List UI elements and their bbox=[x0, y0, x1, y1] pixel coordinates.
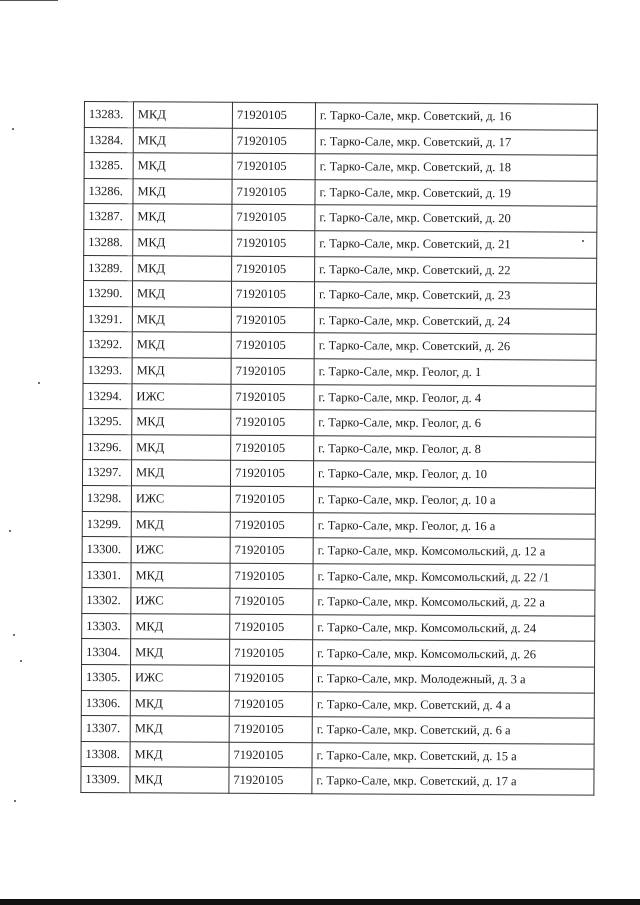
oktmo-code: 71920105 bbox=[229, 717, 312, 743]
row-number: 13295. bbox=[83, 409, 132, 435]
address: г. Тарко-Сале, мкр. Молодежный, д. 3 а bbox=[312, 666, 594, 693]
table-row bbox=[84, 204, 597, 232]
table-row bbox=[84, 178, 597, 206]
row-number: 13309. bbox=[81, 767, 130, 793]
building-type: ИЖС bbox=[131, 588, 230, 614]
address: г. Тарко-Сале, мкр. Советский, д. 20 bbox=[315, 205, 597, 232]
oktmo-code: 71920105 bbox=[232, 230, 315, 256]
building-type: МКД bbox=[132, 434, 231, 460]
address: г. Тарко-Сале, мкр. Советский, д. 21 bbox=[315, 231, 597, 258]
building-type: ИЖС bbox=[130, 665, 229, 691]
building-type: МКД bbox=[132, 307, 231, 333]
oktmo-code: 71920105 bbox=[231, 435, 314, 461]
table-row bbox=[83, 306, 596, 334]
oktmo-code: 71920105 bbox=[231, 307, 314, 333]
row-number: 13296. bbox=[83, 434, 132, 460]
building-type: МКД bbox=[132, 409, 231, 435]
building-type: МКД bbox=[131, 511, 230, 537]
row-number: 13292. bbox=[83, 332, 132, 358]
address: г. Тарко-Сале, мкр. Советский, д. 26 bbox=[314, 333, 596, 360]
row-number: 13285. bbox=[84, 153, 133, 179]
building-type: МКД bbox=[132, 358, 231, 384]
row-number: 13307. bbox=[81, 716, 130, 742]
address: г. Тарко-Сале, мкр. Советский, д. 16 bbox=[315, 103, 597, 130]
building-type: МКД bbox=[130, 716, 229, 742]
oktmo-code: 71920105 bbox=[230, 640, 313, 666]
address: г. Тарко-Сале, мкр. Советский, д. 22 bbox=[315, 256, 597, 283]
row-number: 13284. bbox=[84, 127, 133, 153]
address: г. Тарко-Сале, мкр. Геолог, д. 8 bbox=[314, 435, 596, 462]
row-number: 13289. bbox=[84, 255, 133, 281]
table-row bbox=[82, 485, 595, 513]
address: г. Тарко-Сале, мкр. Геолог, д. 1 bbox=[314, 359, 596, 386]
table-row bbox=[84, 102, 597, 130]
building-type: МКД bbox=[133, 102, 232, 128]
row-number: 13297. bbox=[82, 460, 131, 486]
oktmo-code: 71920105 bbox=[230, 512, 313, 538]
table-row bbox=[83, 383, 596, 411]
table-row bbox=[82, 511, 595, 539]
address: г. Тарко-Сале, мкр. Советский, д. 18 bbox=[315, 154, 597, 181]
building-type: ИЖС bbox=[131, 537, 230, 563]
address: г. Тарко-Сале, мкр. Советский, д. 4 а bbox=[312, 691, 594, 718]
table-row bbox=[81, 767, 594, 795]
oktmo-code: 71920105 bbox=[229, 768, 312, 794]
oktmo-code: 71920105 bbox=[229, 742, 312, 768]
address: г. Тарко-Сале, мкр. Комсомольский, д. 12 а bbox=[313, 538, 595, 565]
building-type: МКД bbox=[132, 332, 231, 358]
scan-speck bbox=[9, 530, 11, 532]
table-row bbox=[82, 639, 595, 667]
row-number: 13294. bbox=[83, 383, 132, 409]
address: г. Тарко-Сале, мкр. Советский, д. 6 а bbox=[312, 717, 594, 744]
row-number: 13290. bbox=[83, 281, 132, 307]
address-registry-table bbox=[80, 101, 598, 796]
row-number: 13301. bbox=[82, 562, 131, 588]
row-number: 13304. bbox=[82, 639, 131, 665]
scan-speck bbox=[13, 634, 15, 636]
row-number: 13293. bbox=[83, 357, 132, 383]
address: г. Тарко-Сале, мкр. Советский, д. 15 а bbox=[312, 743, 594, 770]
oktmo-code: 71920105 bbox=[229, 665, 312, 691]
building-type: ИЖС bbox=[131, 486, 230, 512]
table-row bbox=[84, 153, 597, 181]
oktmo-code: 71920105 bbox=[232, 128, 315, 154]
table-row bbox=[81, 665, 594, 693]
oktmo-code: 71920105 bbox=[230, 563, 313, 589]
row-number: 13299. bbox=[82, 511, 131, 537]
row-number: 13302. bbox=[82, 588, 131, 614]
oktmo-code: 71920105 bbox=[232, 256, 315, 282]
address: г. Тарко-Сале, мкр. Советский, д. 24 bbox=[314, 307, 596, 334]
oktmo-code: 71920105 bbox=[230, 537, 313, 563]
address: г. Тарко-Сале, мкр. Геолог, д. 16 а bbox=[313, 512, 595, 539]
scan-speck bbox=[38, 382, 40, 384]
address: г. Тарко-Сале, мкр. Советский, д. 17 bbox=[315, 128, 597, 155]
row-number: 13303. bbox=[82, 613, 131, 639]
building-type: МКД bbox=[133, 179, 232, 205]
scan-speck bbox=[12, 128, 14, 130]
row-number: 13306. bbox=[81, 690, 130, 716]
oktmo-code: 71920105 bbox=[229, 691, 312, 717]
row-number: 13286. bbox=[84, 178, 133, 204]
row-number: 13305. bbox=[81, 665, 130, 691]
table-row bbox=[81, 741, 594, 769]
top-edge-rule bbox=[0, 0, 58, 1]
oktmo-code: 71920105 bbox=[232, 153, 315, 179]
oktmo-code: 71920105 bbox=[230, 461, 313, 487]
row-number: 13308. bbox=[81, 741, 130, 767]
building-type: МКД bbox=[131, 562, 230, 588]
table-row bbox=[84, 255, 597, 283]
address: г. Тарко-Сале, мкр. Советский, д. 23 bbox=[314, 282, 596, 309]
address: г. Тарко-Сале, мкр. Геолог, д. 4 bbox=[314, 384, 596, 411]
table-row bbox=[83, 332, 596, 360]
oktmo-code: 71920105 bbox=[230, 589, 313, 615]
address: г. Тарко-Сале, мкр. Советский, д. 17 а bbox=[312, 768, 594, 795]
building-type: МКД bbox=[133, 204, 232, 230]
building-type: ИЖС bbox=[132, 383, 231, 409]
oktmo-code: 71920105 bbox=[232, 102, 315, 128]
oktmo-code: 71920105 bbox=[231, 384, 314, 410]
table-row bbox=[83, 409, 596, 437]
table-row bbox=[83, 357, 596, 385]
table-row bbox=[84, 229, 597, 257]
address: г. Тарко-Сале, мкр. Комсомольский, д. 22 /1 bbox=[313, 563, 595, 590]
table-row bbox=[81, 716, 594, 744]
table-row bbox=[83, 281, 596, 309]
table-row bbox=[82, 460, 595, 488]
building-type: МКД bbox=[130, 767, 229, 793]
table-row bbox=[81, 690, 594, 718]
row-number: 13287. bbox=[84, 204, 133, 230]
scan-speck bbox=[20, 660, 22, 662]
oktmo-code: 71920105 bbox=[231, 409, 314, 435]
building-type: МКД bbox=[132, 281, 231, 307]
oktmo-code: 71920105 bbox=[231, 333, 314, 359]
oktmo-code: 71920105 bbox=[231, 358, 314, 384]
table-row bbox=[84, 127, 597, 155]
row-number: 13298. bbox=[82, 485, 131, 511]
row-number: 13291. bbox=[83, 306, 132, 332]
address: г. Тарко-Сале, мкр. Комсомольский, д. 24 bbox=[313, 615, 595, 642]
oktmo-code: 71920105 bbox=[231, 281, 314, 307]
table-row bbox=[82, 588, 595, 616]
oktmo-code: 71920105 bbox=[232, 179, 315, 205]
address: г. Тарко-Сале, мкр. Геолог, д. 10 bbox=[313, 461, 595, 488]
oktmo-code: 71920105 bbox=[230, 614, 313, 640]
building-type: МКД bbox=[133, 153, 232, 179]
address: г. Тарко-Сале, мкр. Комсомольский, д. 22 а bbox=[313, 589, 595, 616]
oktmo-code: 71920105 bbox=[232, 205, 315, 231]
address: г. Тарко-Сале, мкр. Комсомольский, д. 26 bbox=[313, 640, 595, 667]
address: г. Тарко-Сале, мкр. Геолог, д. 10 а bbox=[313, 487, 595, 514]
building-type: МКД bbox=[131, 460, 230, 486]
table-row bbox=[82, 613, 595, 641]
building-type: МКД bbox=[131, 614, 230, 640]
building-type: МКД bbox=[133, 255, 232, 281]
table-row bbox=[82, 537, 595, 565]
building-type: МКД bbox=[130, 742, 229, 768]
address: г. Тарко-Сале, мкр. Геолог, д. 6 bbox=[314, 410, 596, 437]
oktmo-code: 71920105 bbox=[230, 486, 313, 512]
registry-body bbox=[81, 102, 598, 796]
scan-speck bbox=[14, 800, 16, 802]
building-type: МКД bbox=[133, 230, 232, 256]
building-type: МКД bbox=[131, 639, 230, 665]
building-type: МКД bbox=[130, 690, 229, 716]
row-number: 13300. bbox=[82, 537, 131, 563]
address: г. Тарко-Сале, мкр. Советский, д. 19 bbox=[315, 179, 597, 206]
table-row bbox=[83, 434, 596, 462]
table-row bbox=[82, 562, 595, 590]
row-number: 13283. bbox=[84, 102, 133, 128]
row-number: 13288. bbox=[84, 229, 133, 255]
building-type: МКД bbox=[133, 127, 232, 153]
scan-bottom-edge bbox=[0, 899, 640, 905]
